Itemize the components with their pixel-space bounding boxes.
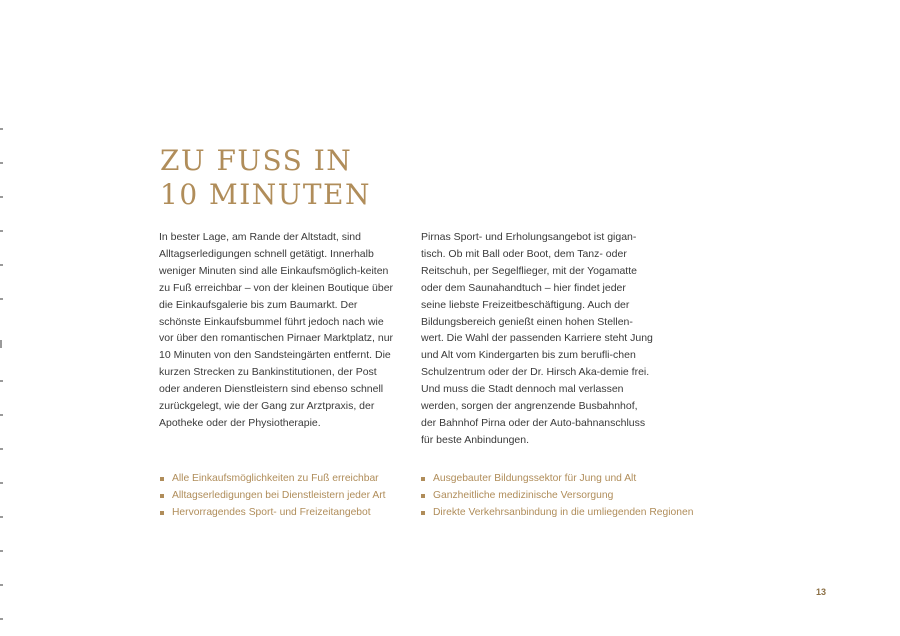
edge-tick-mark <box>0 550 3 552</box>
page-heading <box>160 144 371 212</box>
edge-tick-mark <box>0 516 3 518</box>
heading-line-1: ZU FUSS IN <box>160 144 353 177</box>
bullet-item: Ausgebauter Bildungssektor für Jung und Alt <box>421 471 693 488</box>
edge-tick-mark <box>0 380 3 382</box>
bullet-item: Direkte Verkehrsanbindung in die umliegenden Regionen <box>421 505 693 522</box>
edge-tick-mark <box>0 340 2 348</box>
edge-tick-mark <box>0 584 3 586</box>
bullet-item: Hervorragendes Sport- und Freizeitangebot <box>160 505 386 522</box>
right-text-column <box>421 229 653 449</box>
edge-tick-mark <box>0 196 3 198</box>
edge-tick-mark <box>0 618 3 620</box>
right-bullet-list <box>421 471 693 521</box>
right-paragraph: Pirnas Sport- und Erholungsangebot ist gigan-tisch. Ob mit Ball oder Boot, dem Tanz- oder Reitschuh, per Segelflieger, mit der Yogamatte oder dem Saunahandtuch – hier findet jeder seine liebste Freizeitbeschäftigung. Auch der Bildungsbereich genießt einen hohen Stellen-wert. Die Wahl der passenden Karriere steht Jung und Alt vom Kindergarten bis zum berufli-chen Schulzentrum oder der Dr. Hirsch Aka-demie frei. Und muss die Stadt dennoch mal verlassen werden, sorgen der angrenzende Busbahnhof, der Bahnhof Pirna oder der Auto-bahnanschluss für beste Anbindungen. <box>421 231 653 446</box>
left-text-column <box>159 229 399 432</box>
edge-tick-mark <box>0 448 3 450</box>
edge-tick-mark <box>0 230 3 232</box>
edge-tick-mark <box>0 414 3 416</box>
bullet-item: Alle Einkaufsmöglichkeiten zu Fuß erreichbar <box>160 471 386 488</box>
left-paragraph: In bester Lage, am Rande der Altstadt, sind Alltagserledigungen schnell getätigt. Innerhalb weniger Minuten sind alle Einkaufsmöglich-keiten zu Fuß erreichbar – von der kleinen Boutique über die Einkaufsgalerie bis zum Baumarkt. Der schönste Einkaufsbummel führt jedoch nach wie vor über den romantischen Pirnaer Marktplatz, nur 10 Minuten von den Sandsteingärten entfernt. Die kurzen Strecken zu Bankinstitutionen, der Post oder anderen Dienstleistern sind ebenso schnell zurückgelegt, wie der Gang zur Arztpraxis, der Apotheke oder der Physiotherapie. <box>159 231 394 429</box>
bullet-item: Ganzheitliche medizinische Versorgung <box>421 488 693 505</box>
left-bullet-list <box>160 471 386 521</box>
edge-tick-mark <box>0 162 3 164</box>
edge-tick-mark <box>0 264 3 266</box>
edge-tick-mark <box>0 298 3 300</box>
heading-line-2: 10 MINUTEN <box>160 178 371 211</box>
page-number: 13 <box>816 587 827 597</box>
bullet-item: Alltagserledigungen bei Dienstleistern jeder Art <box>160 488 386 505</box>
edge-tick-mark <box>0 128 3 130</box>
edge-tick-mark <box>0 482 3 484</box>
